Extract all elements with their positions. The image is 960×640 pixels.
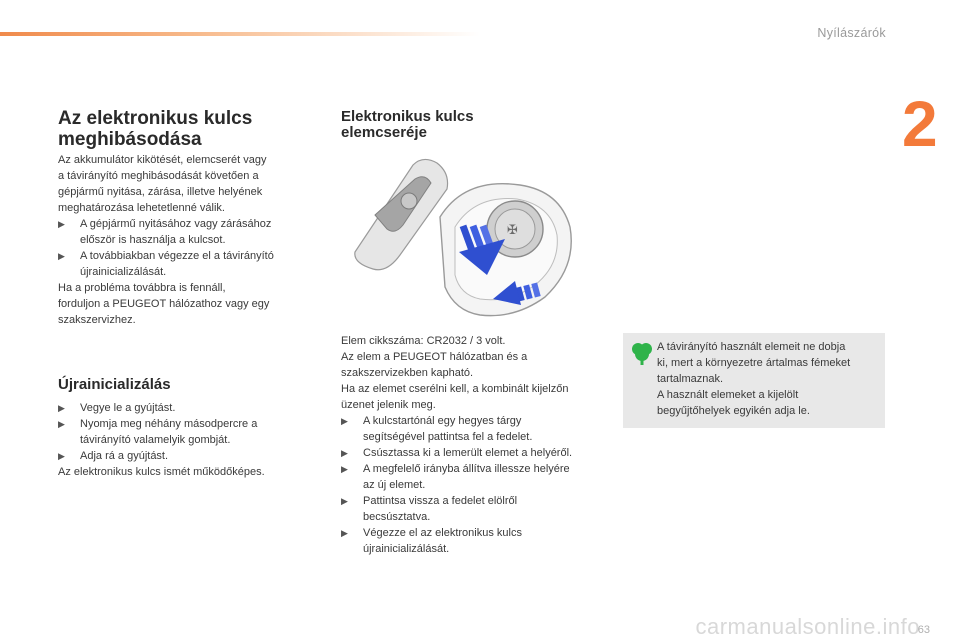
text-line: A megfelelő irányba állítva illessze helyére [363, 463, 570, 475]
text-line: segítségével pattintsa fel a fedelet. [363, 431, 533, 443]
bullet-icon: ▶ [341, 528, 348, 538]
bullet-icon: ▶ [341, 448, 348, 458]
text-line: A használt elemeket a kijelölt [657, 389, 799, 401]
text-line: gépjármű nyitása, zárása, illetve helyének [58, 186, 263, 198]
text-line: A távirányító használt elemeit ne dobja [657, 341, 846, 353]
text-line: Ha az elemet cserélni kell, a kombinált kijelzőn [341, 383, 569, 395]
bullet-icon: ▶ [58, 451, 65, 461]
text-line: tartalmaznak. [657, 373, 724, 385]
text-line: szakszervizekben kapható. [341, 367, 474, 379]
text-line: Végezze el az elektronikus kulcs [363, 527, 522, 539]
text-line: Elem cikkszáma: CR2032 / 3 volt. [341, 335, 506, 347]
text-line: Csúsztassa ki a lemerült elemet a helyéről. [363, 447, 573, 459]
text-line: ki, mert a környezetre ártalmas fémeket [657, 357, 851, 369]
bullet-icon: ▶ [58, 219, 65, 229]
heading-line: elemcseréje [341, 124, 427, 141]
list-item [341, 525, 616, 557]
key-failure-text [58, 152, 308, 328]
list-item [58, 248, 308, 280]
chapter-number: 2 [902, 88, 938, 160]
list-item [58, 216, 308, 248]
heading-battery-change [341, 109, 474, 141]
heading-reinit: Újrainicializálás [58, 376, 171, 393]
text-line: meghatározása lehetetlenné válik. [58, 202, 225, 214]
text-line: újrainicializálását. [363, 543, 450, 555]
environment-note-text [657, 339, 879, 419]
text-line: újrainicializálását. [80, 266, 167, 278]
bullet-icon: ▶ [58, 403, 65, 413]
environment-note-box [623, 333, 885, 428]
text-line: Az akkumulátor kikötését, elemcserét vagy [58, 154, 267, 166]
text-line: Az elektronikus kulcs ismét működőképes. [58, 466, 265, 478]
text-line: becsúsztatva. [363, 511, 431, 523]
text-line: A kulcstartónál egy hegyes tárgy [363, 415, 522, 427]
text-line: Vegye le a gyújtást. [80, 402, 176, 414]
text-line: a távirányító meghibásodását követően a [58, 170, 259, 182]
header-accent-bar [0, 32, 480, 36]
reinit-text [58, 400, 308, 480]
text-line: Adja rá a gyújtást. [80, 450, 169, 462]
bullet-icon: ▶ [341, 496, 348, 506]
text-line: Nyomja meg néhány másodpercre a [80, 418, 258, 430]
heading-line: Elektronikus kulcs [341, 108, 474, 125]
bullet-icon: ▶ [58, 251, 65, 261]
text-line: távirányító valamelyik gombját. [80, 434, 231, 446]
text-line: az új elemet. [363, 479, 426, 491]
list-item [341, 413, 616, 445]
battery-lion-mark: ✠ [507, 223, 518, 238]
section-title: Nyílászárók [817, 26, 886, 40]
text-line: begyűjtőhelyek egyikén adja le. [657, 405, 810, 417]
bullet-icon: ▶ [58, 419, 65, 429]
text-line: szakszervizhez. [58, 314, 136, 326]
text-line: üzenet jelenik meg. [341, 399, 436, 411]
list-item [341, 461, 616, 493]
bullet-icon: ▶ [341, 416, 348, 426]
heading-line: meghibásodása [58, 129, 202, 150]
key-battery-illustration [345, 157, 595, 322]
list-item [341, 493, 616, 525]
text-line: forduljon a PEUGEOT hálózathoz vagy egy [58, 298, 270, 310]
text-line: először is használja a kulcsot. [80, 234, 226, 246]
text-line: Pattintsa vissza a fedelet elölről [363, 495, 518, 507]
list-item [341, 445, 616, 461]
battery-change-text [341, 333, 616, 557]
text-line: A továbbiakban végezze el a távirányító [80, 250, 274, 262]
list-item [58, 448, 308, 464]
bullet-icon: ▶ [341, 464, 348, 474]
tree-icon [631, 341, 653, 365]
peugeot-logo-icon [401, 193, 417, 209]
list-item [58, 416, 308, 448]
text-line: Az elem a PEUGEOT hálózatban és a [341, 351, 528, 363]
text-line: Ha a probléma továbbra is fennáll, [58, 282, 226, 294]
text-line: A gépjármű nyitásához vagy zárásához [80, 218, 272, 230]
watermark: carmanualsonline.info [695, 614, 920, 639]
list-item [58, 400, 308, 416]
heading-line: Az elektronikus kulcs [58, 108, 253, 129]
heading-key-failure [58, 108, 252, 150]
page-number: 63 [917, 624, 930, 636]
